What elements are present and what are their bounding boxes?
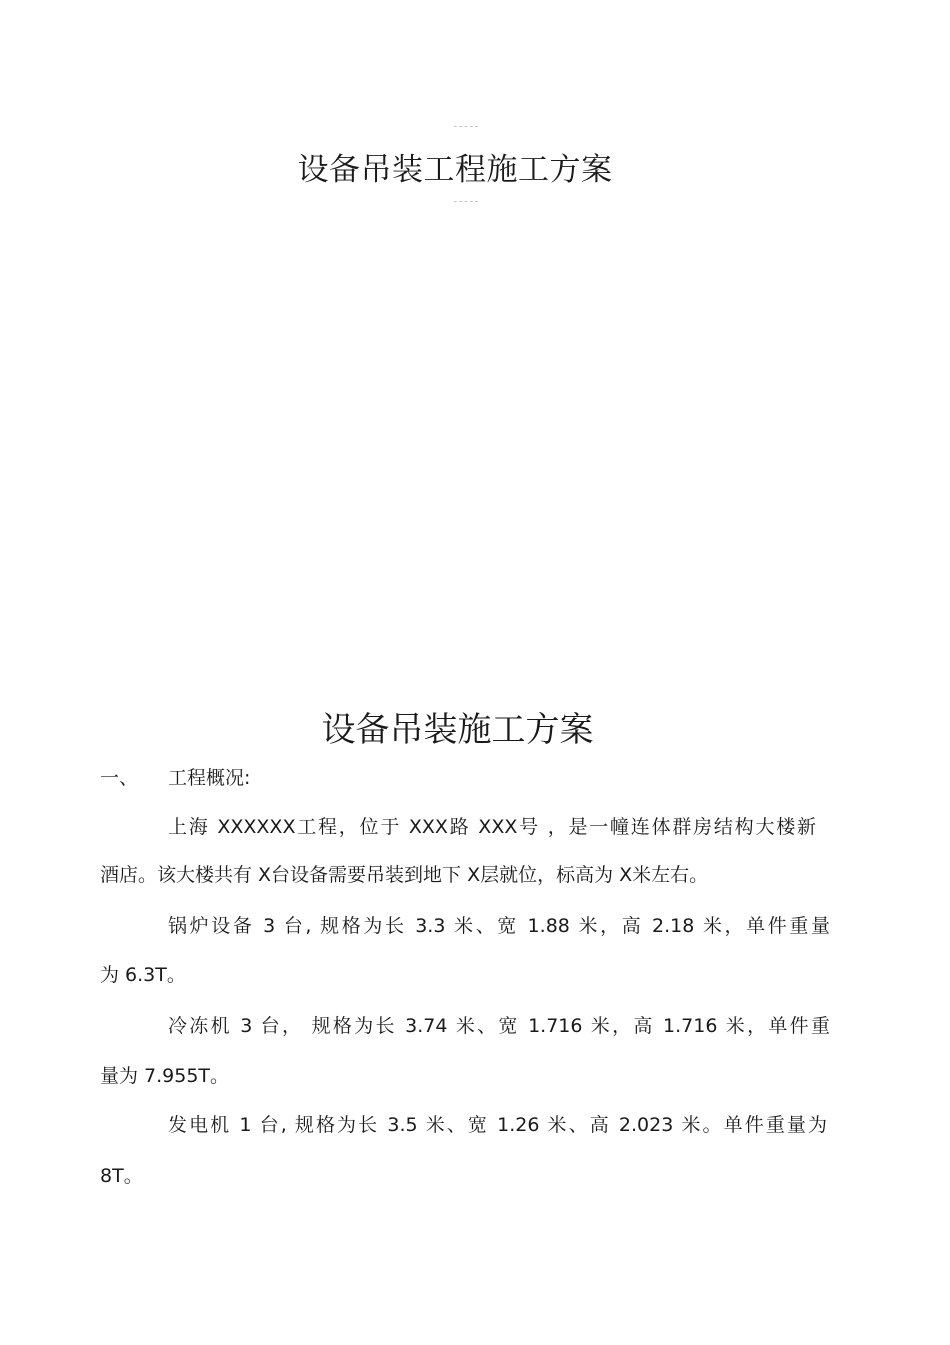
section-title: 工程概况: [168,767,251,789]
section-heading [100,765,250,791]
paragraph-line: 为 6.3T。 [100,964,186,986]
paragraph-line: 上海 XXXXXX工程，位于 XXX路 XXX号 ，是一幢连体群房结构大楼新 [168,816,816,838]
cover-title: 设备吊装工程施工方案 [297,152,613,188]
paragraph-line: 量为 7.955T。 [100,1065,230,1087]
paragraph-line: 冷冻机 3 台， 规格为长 3.74 米、宽 1.716 米，高 1.716 米，单件重 [168,1015,830,1037]
title-divider [454,201,478,202]
paragraph-line: 酒店。该大楼共有 X台设备需要吊装到地下 X层就位，标高为 X米左右。 [100,864,709,886]
section-number: 一、 [100,767,139,789]
paragraph-line: 发电机 1 台, 规格为长 3.5 米、宽 1.26 米、高 2.023 米。单件重量为 [168,1114,827,1136]
header-divider [454,126,478,127]
paragraph-line: 8T。 [100,1165,143,1187]
paragraph-line: 锅炉设备 3 台, 规格为长 3.3 米、宽 1.88 米，高 2.18 米，单件重量 [168,915,830,937]
document-title: 设备吊装施工方案 [321,710,594,750]
